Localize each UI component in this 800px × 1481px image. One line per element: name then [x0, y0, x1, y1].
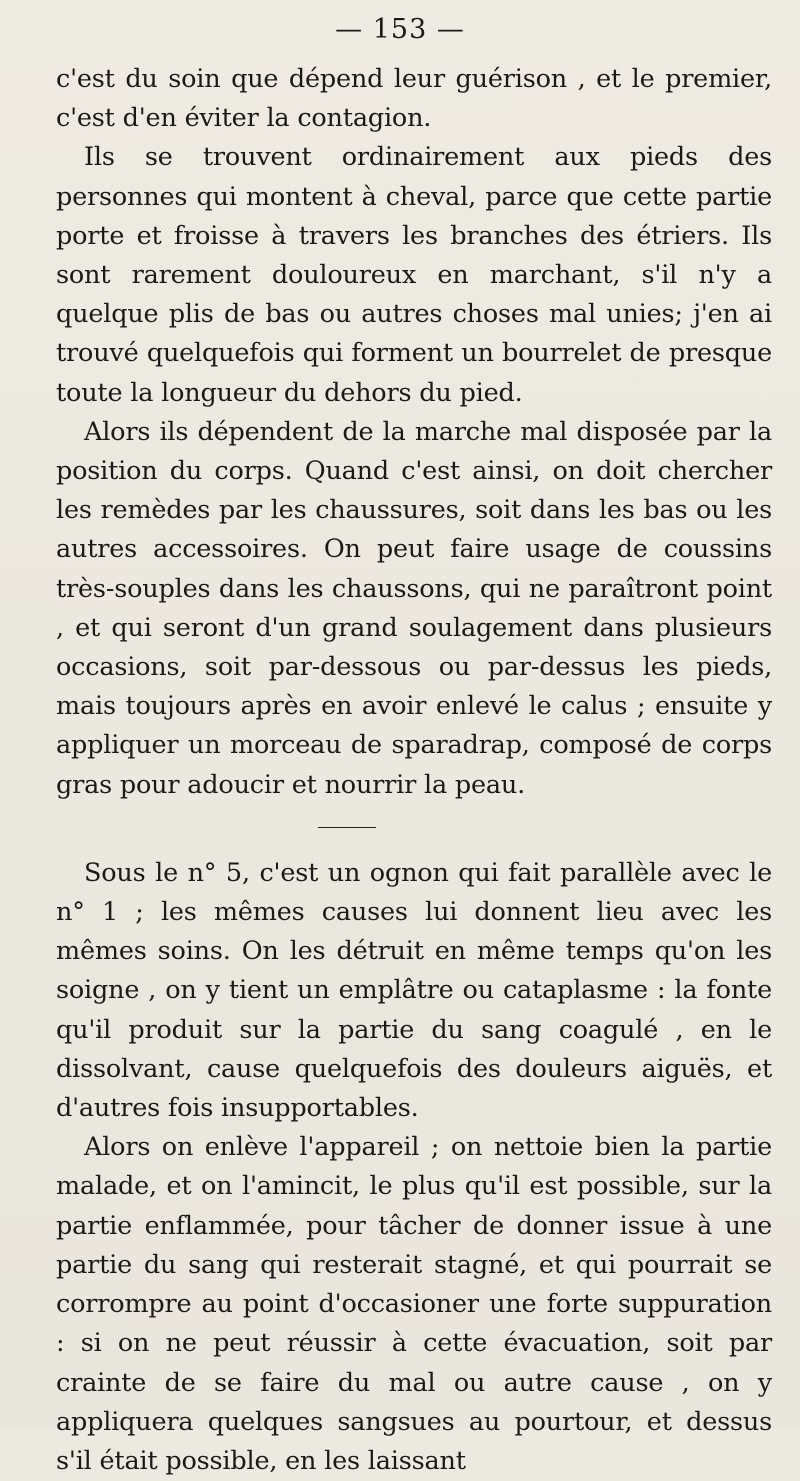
paragraph-1: c'est du soin que dépend leur guérison , et le premier, c'est d'en éviter la contagion. [56, 64, 772, 134]
page-body [56, 60, 772, 1481]
section-separator [318, 827, 376, 828]
paragraph-2: Ils se trouvent ordinairement aux pieds des personnes qui montent à cheval, parce que cette partie porte et froisse à travers les branches des étriers. Ils sont rarement douloureux en marchant, s'il n'y a quelque plis de bas ou autres choses mal unies; j'en ai trouvé quelquefois qui forment un bourrelet de presque toute la longueur du dehors du pied. [56, 142, 772, 408]
page-number: — 153 — [335, 14, 465, 45]
paragraph-3: Alors ils dépendent de la marche mal disposée par la position du corps. Quand c'est ainsi, on doit chercher les remèdes par les chaussures, soit dans les bas ou les autres accessoires. On peut faire usage de coussins très-souples dans les chaussons, qui ne paraîtront point , et qui seront d'un grand soulagement dans plusieurs occasions, soit par-dessous ou par-dessus les pieds, mais toujours après en avoir enlevé le calus ; ensuite y appliquer un morceau de sparadrap, composé de corps gras pour adoucir et nourrir la peau. [56, 416, 772, 800]
paragraph-5: Alors on enlève l'appareil ; on nettoie bien la partie malade, et on l'amincit, le plus qu'il est possible, sur la partie enflammée, pour tâcher de donner issue à une partie du sang qui resterait stagné, et qui pourrait se corrompre au point d'occasioner une forte suppuration : si on ne peut réussir à cette évacuation, soit par crainte de se faire du mal ou autre cause , on y appliquera quelques sangsues au pourtour, et dessus s'il était possible, en les laissant [56, 1132, 772, 1476]
paragraph-4: Sous le n° 5, c'est un ognon qui fait parallèle avec le n° 1 ; les mêmes causes lui donnent lieu avec les mêmes soins. On les détruit en même temps qu'on les soigne , on y tient un emplâtre ou cataplasme : la fonte qu'il produit sur la partie du sang coagulé , en le dissolvant, cause quelquefois des douleurs aiguës, et d'autres fois insupportables. [56, 857, 772, 1124]
